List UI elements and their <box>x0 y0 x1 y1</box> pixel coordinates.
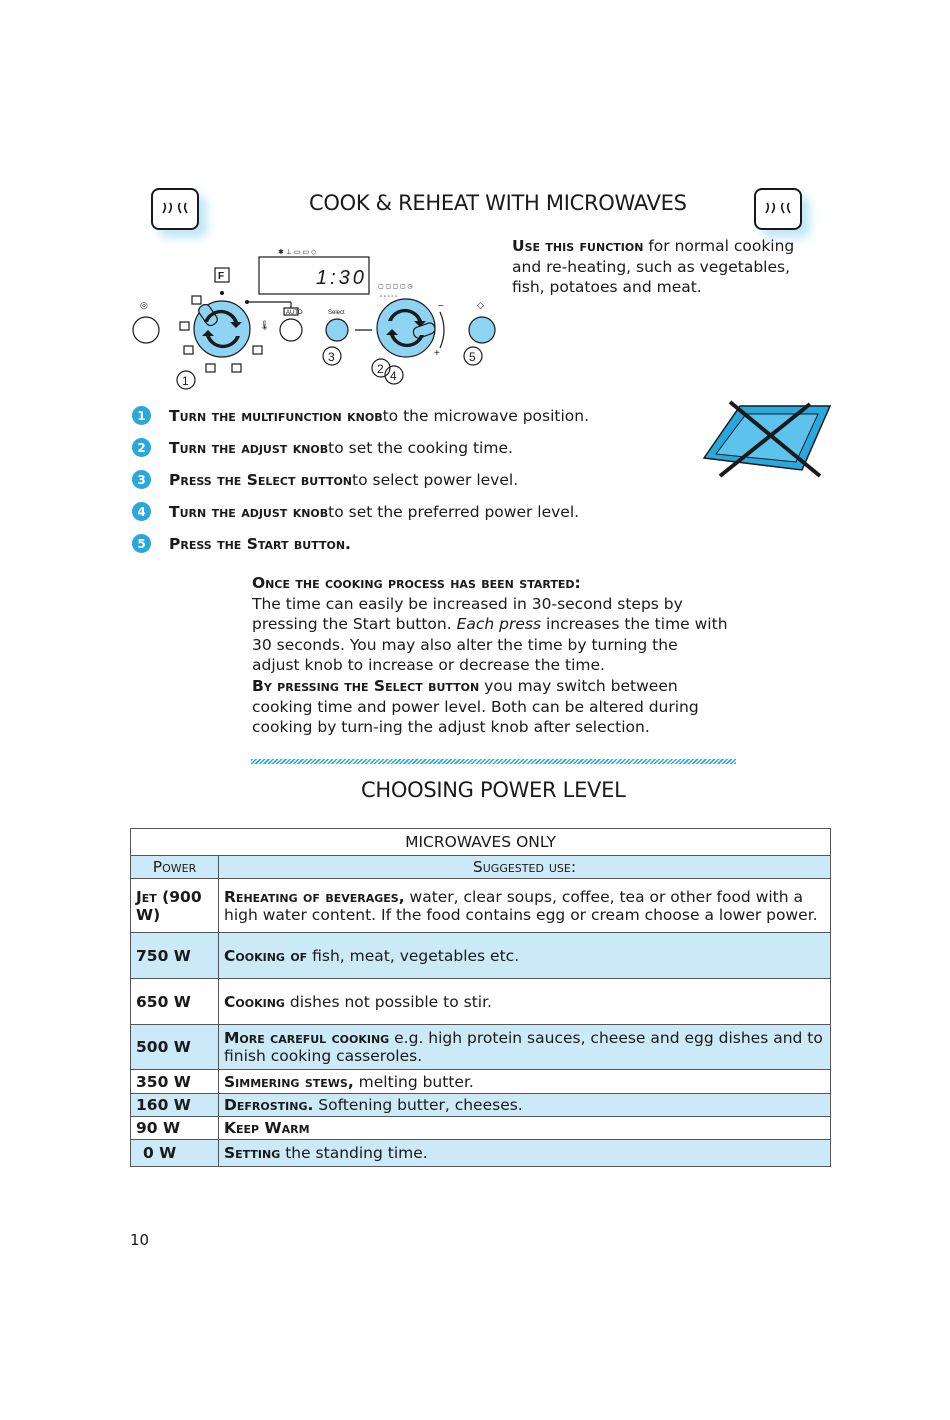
table-row: 0 W Setting the standing time. <box>131 1140 831 1167</box>
step-3: 3 Press the Select button to select power level. <box>132 470 518 489</box>
svg-text:5: 5 <box>469 350 476 364</box>
svg-text:4: 4 <box>390 369 397 383</box>
section-title: CHOOSING POWER LEVEL <box>361 778 626 802</box>
control-panel-diagram <box>128 240 503 395</box>
svg-text:◎: ◎ <box>140 300 148 310</box>
svg-text:▢ ▢ ▢ ▢ ◷: ▢ ▢ ▢ ▢ ◷ <box>378 284 413 290</box>
no-metal-tray-icon <box>700 398 835 478</box>
intro-rest: for normal cooking and re-heating, such as vegetables, fish, potatoes and meat. <box>512 237 795 296</box>
step-number: 3 <box>132 470 151 489</box>
page-number: 10 <box>130 1231 150 1249</box>
svg-text:2: 2 <box>377 362 384 376</box>
intro-text <box>512 236 827 298</box>
step-1: 1 Turn the multifunction knob to the microwave position. <box>132 406 589 425</box>
step-number: 5 <box>132 534 151 553</box>
svg-text:−: − <box>438 301 444 312</box>
table-caption: MICROWAVES ONLY <box>131 829 831 856</box>
divider <box>251 759 736 764</box>
svg-text:🌡︎: 🌡︎ <box>259 320 271 330</box>
svg-text:+: + <box>434 348 440 359</box>
svg-text:F: F <box>218 271 225 282</box>
step-number: 1 <box>132 406 151 425</box>
table-row: 750 W Cooking of fish, meat, vegetables etc. <box>131 933 831 979</box>
intro-lead: Use this function <box>512 237 644 255</box>
microwave-mode-icon-left <box>151 188 199 230</box>
step-4: 4 Turn the adjust knob to set the preferred power level. <box>132 502 579 521</box>
panel-display-text: 1:30 <box>316 267 367 289</box>
col-header-use: Suggested use: <box>219 856 831 879</box>
step-number: 4 <box>132 502 151 521</box>
table-row: 650 W Cooking dishes not possible to stir. <box>131 979 831 1025</box>
step-2: 2 Turn the adjust knob to set the cooking time. <box>132 438 513 457</box>
table-row: 500 W More careful cooking e.g. high protein sauces, cheese and egg dishes and to finish cooking casseroles. <box>131 1025 831 1070</box>
svg-text:AUTO: AUTO <box>286 310 303 316</box>
svg-text:Select: Select <box>328 310 345 316</box>
svg-text:◇: ◇ <box>477 300 484 310</box>
col-header-power: Power <box>131 856 219 879</box>
page-title: COOK & REHEAT WITH MICROWAVES <box>309 191 687 215</box>
table-row: Jet (900 W) Reheating of beverages, water, clear soups, coffee, tea or other food with a high water content. If the food contains egg or cream choose a lower power. <box>131 879 831 933</box>
svg-text:3: 3 <box>328 350 335 364</box>
table-row: 90 W Keep Warm <box>131 1117 831 1140</box>
step-5: 5 Press the Start button. <box>132 534 351 553</box>
svg-text:✱ ⊥ ▭ ▭ ◇: ✱ ⊥ ▭ ▭ ◇ <box>278 249 317 256</box>
svg-text:▫ ▫ ▫ ▫ ▫: ▫ ▫ ▫ ▫ ▫ <box>380 294 398 300</box>
svg-text:1: 1 <box>182 374 189 388</box>
table-row: 160 W Defrosting. Softening butter, cheeses. <box>131 1094 831 1117</box>
step-number: 2 <box>132 438 151 457</box>
tips-heading: Once the cooking process has been started: <box>252 574 581 592</box>
microwave-mode-icon-right <box>754 188 802 230</box>
table-row: 350 W Simmering stews, melting butter. <box>131 1070 831 1094</box>
power-level-table <box>130 828 831 1167</box>
cooking-tips: Once the cooking process has been started: The time can easily be increased in 30-second steps by pressing the Start button. Each press increases the time with 30 seconds. You may also alter the time by turning the adjust knob to increase or decrease the time. By pressing the Select button you may switch between cooking time and power level. Both can be altered during cooking by turn-ing the adjust knob after selection. <box>252 573 730 738</box>
